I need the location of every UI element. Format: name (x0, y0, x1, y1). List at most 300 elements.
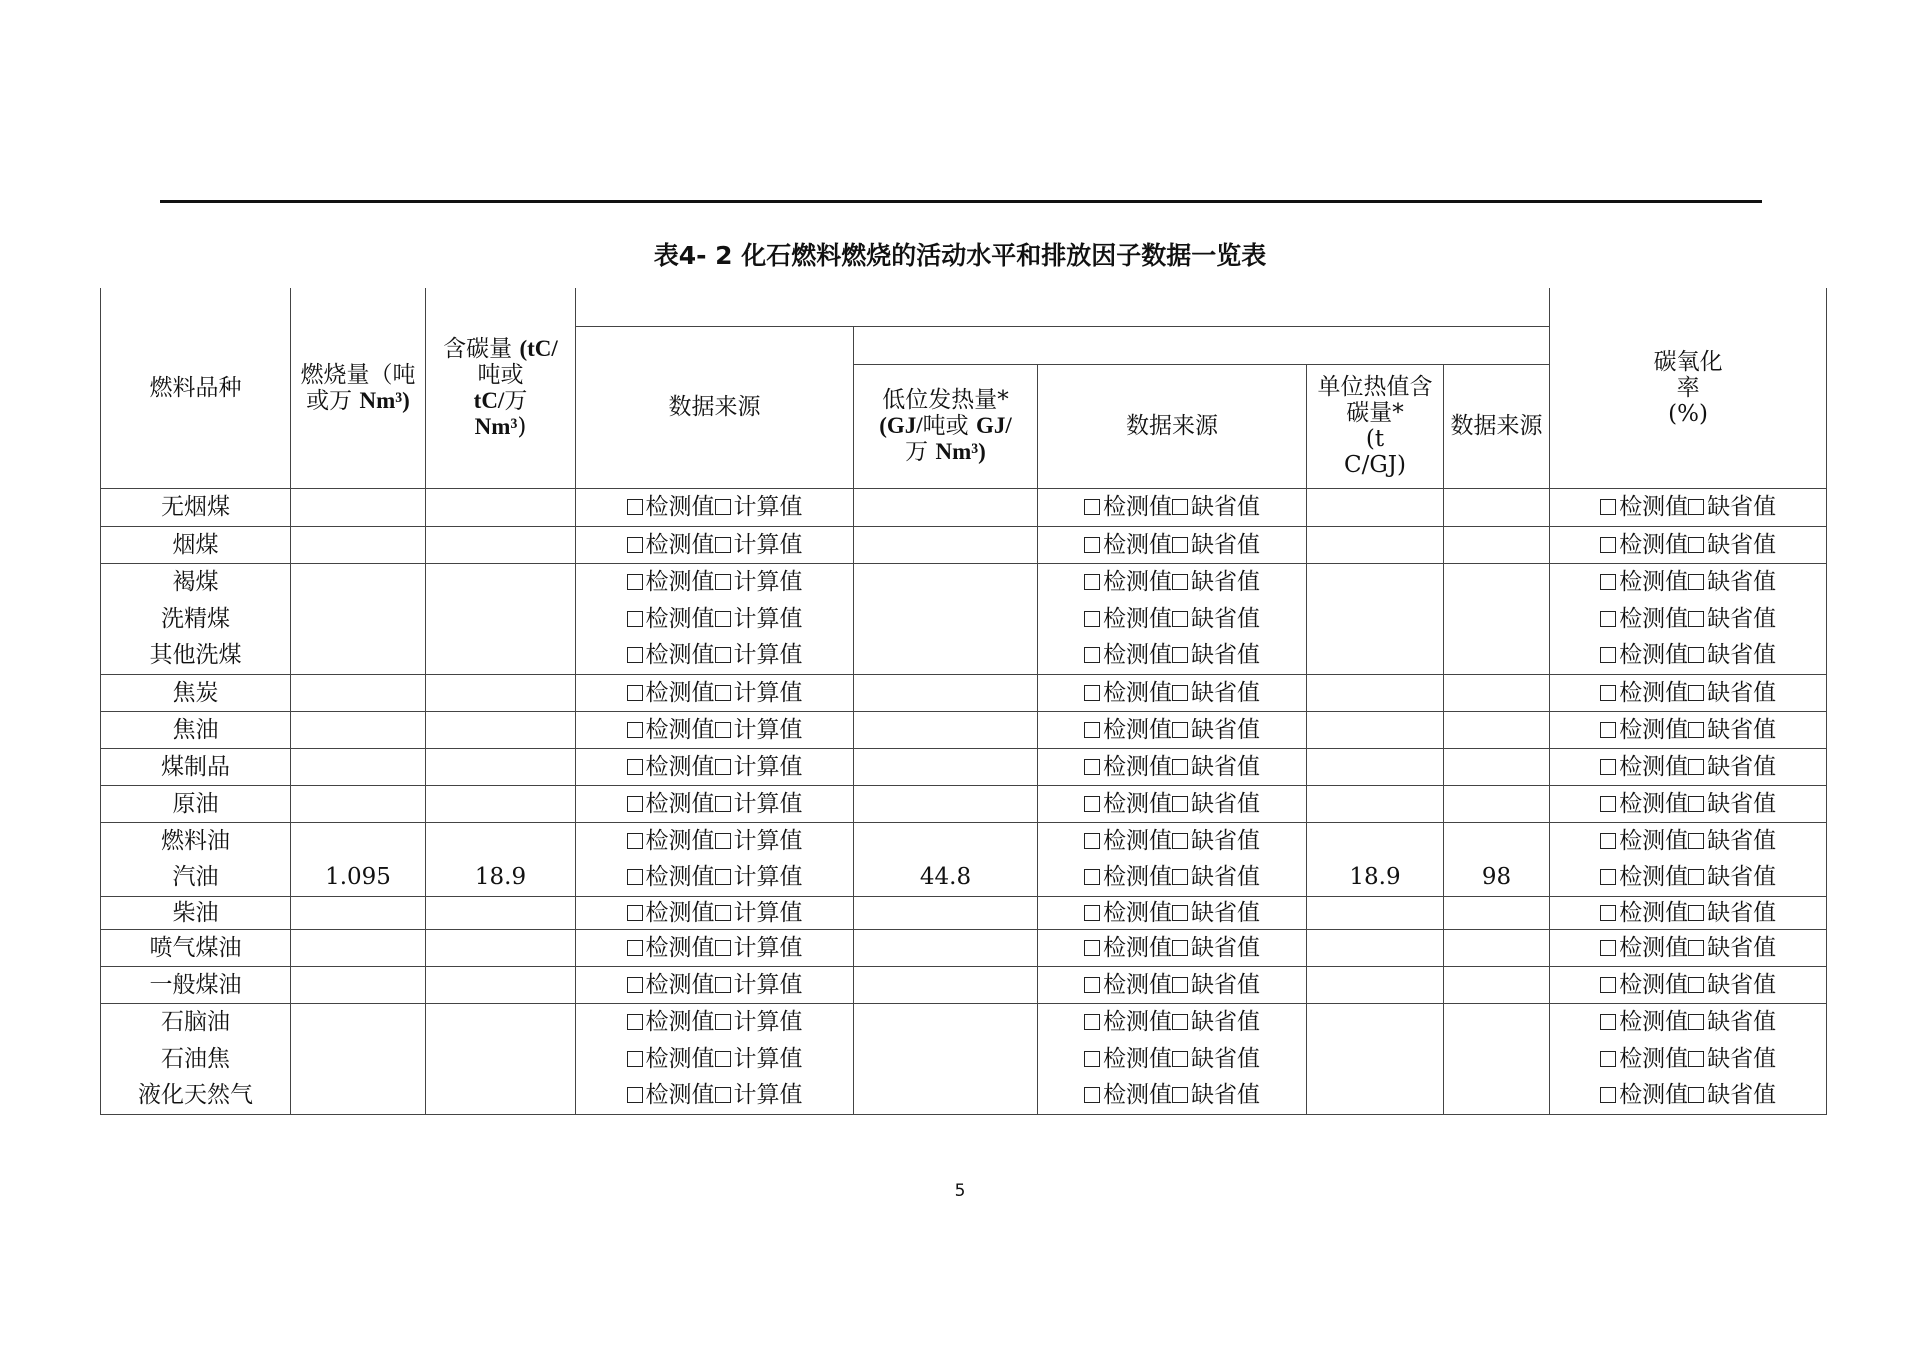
option-measured[interactable] (627, 494, 715, 520)
consumption-value (291, 785, 426, 822)
option-calculated[interactable] (715, 1009, 803, 1035)
checkbox-icon[interactable] (1172, 977, 1188, 993)
option-label: 缺省值 (1191, 934, 1260, 961)
fuel-combustion-table (100, 288, 1827, 1115)
checkbox-icon[interactable] (1172, 940, 1188, 956)
checkbox-icon[interactable] (1688, 611, 1704, 627)
header-unit-carbon: 单位热值含 碳量* (t C/GJ) (1307, 364, 1444, 488)
consumption-value (291, 563, 426, 600)
option-measured[interactable] (1600, 791, 1688, 817)
data-source-cell (1550, 929, 1827, 966)
option-measured[interactable] (1084, 972, 1172, 998)
checkbox-icon[interactable] (1084, 647, 1100, 663)
checkbox-icon[interactable] (1600, 940, 1616, 956)
option-label: 计算值 (733, 934, 803, 961)
option-label: 计算值 (733, 531, 803, 558)
option-measured[interactable] (627, 569, 715, 595)
consumption-value (291, 488, 426, 526)
option-default[interactable] (1172, 1082, 1260, 1108)
option-default[interactable] (1172, 1009, 1260, 1035)
fuel-name: 褐煤 (101, 563, 291, 600)
option-measured[interactable] (627, 828, 715, 854)
carbon-content-value (426, 822, 576, 859)
checkbox-icon[interactable] (715, 759, 731, 775)
option-default[interactable] (1172, 900, 1260, 926)
checkbox-icon[interactable] (1084, 940, 1100, 956)
checkbox-icon[interactable] (1084, 905, 1100, 921)
option-calculated[interactable] (715, 1082, 803, 1108)
option-label: 检测值 (645, 753, 715, 780)
checkbox-icon[interactable] (627, 647, 643, 663)
option-measured[interactable] (1600, 532, 1688, 558)
consumption-value (291, 637, 426, 674)
checkbox-icon[interactable] (1600, 647, 1616, 663)
data-source-cell (1038, 1077, 1307, 1114)
option-calculated[interactable] (715, 935, 803, 961)
data-source-cell (576, 637, 854, 674)
checkbox-icon[interactable] (1172, 537, 1188, 553)
checkbox-icon[interactable] (1688, 796, 1704, 812)
option-measured[interactable] (1084, 1046, 1172, 1072)
checkbox-icon[interactable] (1600, 833, 1616, 849)
fuel-name: 柴油 (101, 896, 291, 929)
option-measured[interactable] (627, 642, 715, 668)
checkbox-icon[interactable] (1172, 611, 1188, 627)
checkbox-icon[interactable] (1688, 499, 1704, 515)
option-measured[interactable] (627, 532, 715, 558)
option-default[interactable] (1172, 1046, 1260, 1072)
checkbox-icon[interactable] (715, 977, 731, 993)
option-default[interactable] (1688, 569, 1776, 595)
checkbox-icon[interactable] (1600, 1014, 1616, 1030)
unit-carbon-value (1307, 822, 1444, 859)
option-measured[interactable] (1600, 900, 1688, 926)
table-row (101, 488, 1827, 526)
option-measured[interactable] (1600, 494, 1688, 520)
checkbox-icon[interactable] (715, 611, 731, 627)
option-default[interactable] (1688, 791, 1776, 817)
consumption-value (291, 748, 426, 785)
checkbox-icon[interactable] (1688, 537, 1704, 553)
carbon-content-value (426, 1003, 576, 1040)
checkbox-icon[interactable] (1172, 685, 1188, 701)
checkbox-icon[interactable] (715, 940, 731, 956)
data-source-cell (576, 711, 854, 748)
option-label: 缺省值 (1191, 827, 1260, 854)
option-calculated[interactable] (715, 569, 803, 595)
option-default[interactable] (1172, 754, 1260, 780)
option-label: 缺省值 (1191, 642, 1260, 669)
option-label: 检测值 (645, 827, 715, 854)
checkbox-icon[interactable] (1600, 722, 1616, 738)
checkbox-icon[interactable] (1172, 1014, 1188, 1030)
option-measured[interactable] (627, 1082, 715, 1108)
option-measured[interactable] (1600, 569, 1688, 595)
option-measured[interactable] (1084, 532, 1172, 558)
option-label: 缺省值 (1707, 1045, 1777, 1072)
option-default[interactable] (1688, 864, 1776, 890)
option-measured[interactable] (1084, 494, 1172, 520)
option-measured[interactable] (1084, 791, 1172, 817)
data-source-cell (1550, 526, 1827, 563)
option-calculated[interactable] (715, 494, 803, 520)
option-measured[interactable] (627, 754, 715, 780)
option-label: 检测值 (645, 790, 715, 817)
option-measured[interactable] (1600, 1009, 1688, 1035)
data-source-cell (1550, 785, 1827, 822)
data-source-cell (1038, 711, 1307, 748)
checkbox-icon[interactable] (715, 1087, 731, 1103)
option-label: 检测值 (645, 605, 715, 632)
option-measured[interactable] (1084, 642, 1172, 668)
unit-carbon-value (1307, 929, 1444, 966)
option-default[interactable] (1172, 864, 1260, 890)
checkbox-icon[interactable] (1172, 905, 1188, 921)
option-measured[interactable] (1084, 828, 1172, 854)
checkbox-icon[interactable] (1172, 1087, 1188, 1103)
option-measured[interactable] (1084, 680, 1172, 706)
option-measured[interactable] (1084, 935, 1172, 961)
consumption-value (291, 822, 426, 859)
oxidation-rate-value (1444, 785, 1550, 822)
checkbox-icon[interactable] (627, 759, 643, 775)
checkbox-icon[interactable] (715, 1051, 731, 1067)
option-default[interactable] (1172, 680, 1260, 706)
option-measured[interactable] (627, 864, 715, 890)
checkbox-icon[interactable] (715, 833, 731, 849)
option-default[interactable] (1688, 606, 1776, 632)
checkbox-icon[interactable] (715, 796, 731, 812)
option-calculated[interactable] (715, 717, 803, 743)
option-label: 缺省值 (1707, 605, 1777, 632)
checkbox-icon[interactable] (1172, 759, 1188, 775)
option-label: 缺省值 (1191, 753, 1260, 780)
checkbox-icon[interactable] (627, 537, 643, 553)
checkbox-icon[interactable] (715, 647, 731, 663)
checkbox-icon[interactable] (627, 796, 643, 812)
option-default[interactable] (1688, 680, 1776, 706)
option-default[interactable] (1172, 642, 1260, 668)
option-measured[interactable] (1084, 864, 1172, 890)
carbon-content-value (426, 748, 576, 785)
option-label: 检测值 (1619, 568, 1689, 595)
option-default[interactable] (1172, 791, 1260, 817)
checkbox-icon[interactable] (715, 905, 731, 921)
option-default[interactable] (1688, 972, 1776, 998)
option-measured[interactable] (1084, 717, 1172, 743)
option-label: 检测值 (1103, 934, 1172, 961)
option-default[interactable] (1172, 532, 1260, 558)
checkbox-icon[interactable] (627, 722, 643, 738)
unit-carbon-value (1307, 896, 1444, 929)
ncv-value (854, 600, 1038, 637)
checkbox-icon[interactable] (1688, 1014, 1704, 1030)
ncv-value (854, 1077, 1038, 1114)
option-label: 缺省值 (1191, 1045, 1260, 1072)
table-row (101, 966, 1827, 1003)
checkbox-icon[interactable] (1600, 574, 1616, 590)
checkbox-icon[interactable] (627, 977, 643, 993)
option-default[interactable] (1688, 642, 1776, 668)
fuel-name: 汽油 (101, 859, 291, 896)
option-label: 检测值 (1103, 679, 1172, 706)
option-label: 缺省值 (1707, 568, 1777, 595)
checkbox-icon[interactable] (1172, 722, 1188, 738)
data-source-cell (1550, 600, 1827, 637)
option-default[interactable] (1688, 494, 1776, 520)
option-calculated[interactable] (715, 754, 803, 780)
oxidation-rate-value (1444, 822, 1550, 859)
fuel-name: 洗精煤 (101, 600, 291, 637)
checkbox-icon[interactable] (1084, 796, 1100, 812)
checkbox-icon[interactable] (1172, 796, 1188, 812)
checkbox-icon[interactable] (1172, 499, 1188, 515)
option-default[interactable] (1688, 900, 1776, 926)
option-default[interactable] (1172, 717, 1260, 743)
option-calculated[interactable] (715, 972, 803, 998)
checkbox-icon[interactable] (1600, 759, 1616, 775)
checkbox-icon[interactable] (1688, 977, 1704, 993)
option-measured[interactable] (627, 972, 715, 998)
option-label: 检测值 (1103, 605, 1172, 632)
checkbox-icon[interactable] (627, 685, 643, 701)
option-label: 缺省值 (1191, 790, 1260, 817)
option-measured[interactable] (1084, 569, 1172, 595)
option-measured[interactable] (627, 900, 715, 926)
option-calculated[interactable] (715, 900, 803, 926)
checkbox-icon[interactable] (1688, 1051, 1704, 1067)
option-measured[interactable] (627, 1046, 715, 1072)
carbon-content-value (426, 1040, 576, 1077)
checkbox-icon[interactable] (1172, 574, 1188, 590)
option-label: 检测值 (1619, 1045, 1689, 1072)
option-measured[interactable] (1084, 1082, 1172, 1108)
option-measured[interactable] (1084, 606, 1172, 632)
checkbox-icon[interactable] (715, 869, 731, 885)
data-source-cell (1038, 748, 1307, 785)
option-label: 检测值 (1619, 494, 1689, 520)
option-label: 检测值 (1103, 1045, 1172, 1072)
data-source-cell (1038, 488, 1307, 526)
checkbox-icon[interactable] (715, 1014, 731, 1030)
checkbox-icon[interactable] (1600, 977, 1616, 993)
option-measured[interactable] (1600, 754, 1688, 780)
option-label: 检测值 (645, 934, 715, 961)
option-default[interactable] (1688, 828, 1776, 854)
option-label: 检测值 (645, 1008, 715, 1035)
ncv-value: 44.8 (854, 859, 1038, 896)
checkbox-icon[interactable] (1688, 905, 1704, 921)
checkbox-icon[interactable] (627, 833, 643, 849)
data-source-cell (1038, 1040, 1307, 1077)
option-label: 缺省值 (1191, 1082, 1260, 1109)
checkbox-icon[interactable] (1084, 1087, 1100, 1103)
checkbox-icon[interactable] (1084, 499, 1100, 515)
checkbox-icon[interactable] (627, 1087, 643, 1103)
option-default[interactable] (1172, 972, 1260, 998)
option-measured[interactable] (1600, 972, 1688, 998)
checkbox-icon[interactable] (1084, 869, 1100, 885)
checkbox-icon[interactable] (1084, 833, 1100, 849)
option-default[interactable] (1172, 935, 1260, 961)
ncv-value (854, 563, 1038, 600)
checkbox-icon[interactable] (1084, 611, 1100, 627)
checkbox-icon[interactable] (1600, 796, 1616, 812)
checkbox-icon[interactable] (1600, 905, 1616, 921)
checkbox-icon[interactable] (1084, 759, 1100, 775)
checkbox-icon[interactable] (1172, 833, 1188, 849)
checkbox-icon[interactable] (715, 685, 731, 701)
checkbox-icon[interactable] (1084, 574, 1100, 590)
option-label: 计算值 (733, 864, 803, 891)
checkbox-icon[interactable] (1600, 537, 1616, 553)
checkbox-icon[interactable] (1084, 685, 1100, 701)
checkbox-icon[interactable] (627, 940, 643, 956)
option-default[interactable] (1688, 1082, 1776, 1108)
checkbox-icon[interactable] (1688, 722, 1704, 738)
unit-carbon-value: 18.9 (1307, 859, 1444, 896)
option-measured[interactable] (627, 1009, 715, 1035)
checkbox-icon[interactable] (1084, 977, 1100, 993)
option-measured[interactable] (1600, 680, 1688, 706)
checkbox-icon[interactable] (627, 905, 643, 921)
option-measured[interactable] (1600, 864, 1688, 890)
option-measured[interactable] (1600, 935, 1688, 961)
option-measured[interactable] (627, 680, 715, 706)
checkbox-icon[interactable] (1688, 685, 1704, 701)
option-measured[interactable] (1600, 642, 1688, 668)
option-default[interactable] (1688, 532, 1776, 558)
consumption-value (291, 896, 426, 929)
checkbox-icon[interactable] (627, 574, 643, 590)
option-calculated[interactable] (715, 828, 803, 854)
option-calculated[interactable] (715, 791, 803, 817)
checkbox-icon[interactable] (1600, 869, 1616, 885)
option-label: 检测值 (1103, 531, 1172, 558)
option-label: 缺省值 (1191, 531, 1260, 558)
option-default[interactable] (1688, 754, 1776, 780)
checkbox-icon[interactable] (1688, 759, 1704, 775)
checkbox-icon[interactable] (1688, 869, 1704, 885)
option-measured[interactable] (1600, 606, 1688, 632)
checkbox-icon[interactable] (1600, 1087, 1616, 1103)
option-label: 缺省值 (1707, 790, 1777, 817)
checkbox-icon[interactable] (1172, 869, 1188, 885)
checkbox-icon[interactable] (1172, 1051, 1188, 1067)
checkbox-icon[interactable] (627, 1051, 643, 1067)
option-label: 计算值 (733, 679, 803, 706)
checkbox-icon[interactable] (627, 869, 643, 885)
option-calculated[interactable] (715, 642, 803, 668)
carbon-content-value (426, 637, 576, 674)
checkbox-icon[interactable] (1084, 1051, 1100, 1067)
option-calculated[interactable] (715, 606, 803, 632)
checkbox-icon[interactable] (1600, 1051, 1616, 1067)
option-default[interactable] (1172, 828, 1260, 854)
checkbox-icon[interactable] (1084, 722, 1100, 738)
checkbox-icon[interactable] (1688, 833, 1704, 849)
option-default[interactable] (1172, 569, 1260, 595)
header-consumption: 燃烧量（吨 或万 Nm³) (291, 288, 426, 488)
unit-carbon-value (1307, 637, 1444, 674)
option-measured[interactable] (1084, 754, 1172, 780)
option-default[interactable] (1688, 717, 1776, 743)
option-label: 检测值 (645, 971, 715, 998)
ncv-value (854, 929, 1038, 966)
carbon-content-value: 18.9 (426, 859, 576, 896)
option-default[interactable] (1172, 494, 1260, 520)
checkbox-icon[interactable] (1600, 499, 1616, 515)
checkbox-icon[interactable] (715, 499, 731, 515)
checkbox-icon[interactable] (627, 1014, 643, 1030)
option-label: 缺省值 (1191, 605, 1260, 632)
option-label: 缺省值 (1191, 864, 1260, 891)
data-source-cell (1038, 785, 1307, 822)
option-measured[interactable] (1084, 900, 1172, 926)
option-measured[interactable] (1600, 717, 1688, 743)
oxidation-rate-value (1444, 896, 1550, 929)
checkbox-icon[interactable] (1172, 647, 1188, 663)
option-measured[interactable] (627, 606, 715, 632)
option-measured[interactable] (1600, 1046, 1688, 1072)
fuel-name: 焦炭 (101, 674, 291, 711)
data-source-cell (576, 1003, 854, 1040)
option-measured[interactable] (1600, 828, 1688, 854)
option-measured[interactable] (1084, 1009, 1172, 1035)
option-default[interactable] (1688, 935, 1776, 961)
option-measured[interactable] (627, 935, 715, 961)
option-default[interactable] (1688, 1046, 1776, 1072)
checkbox-icon[interactable] (1688, 574, 1704, 590)
consumption-value (291, 929, 426, 966)
checkbox-icon[interactable] (1600, 611, 1616, 627)
checkbox-icon[interactable] (1084, 537, 1100, 553)
table-row (101, 929, 1827, 966)
checkbox-icon[interactable] (1600, 685, 1616, 701)
data-source-cell (576, 859, 854, 896)
data-source-cell (1550, 488, 1827, 526)
checkbox-icon[interactable] (1084, 1014, 1100, 1030)
checkbox-icon[interactable] (627, 499, 643, 515)
unit-carbon-value (1307, 711, 1444, 748)
option-label: 检测值 (645, 679, 715, 706)
checkbox-icon[interactable] (715, 537, 731, 553)
table-row (101, 822, 1827, 859)
checkbox-icon[interactable] (1688, 1087, 1704, 1103)
fuel-name: 石油焦 (101, 1040, 291, 1077)
data-source-cell (1550, 1077, 1827, 1114)
checkbox-icon[interactable] (715, 574, 731, 590)
option-calculated[interactable] (715, 532, 803, 558)
checkbox-icon[interactable] (627, 611, 643, 627)
option-calculated[interactable] (715, 864, 803, 890)
checkbox-icon[interactable] (715, 722, 731, 738)
option-measured[interactable] (627, 791, 715, 817)
option-calculated[interactable] (715, 1046, 803, 1072)
option-label: 检测值 (645, 899, 715, 926)
checkbox-icon[interactable] (1688, 940, 1704, 956)
option-default[interactable] (1688, 1009, 1776, 1035)
option-measured[interactable] (627, 717, 715, 743)
unit-carbon-value (1307, 1077, 1444, 1114)
oxidation-rate-value (1444, 1077, 1550, 1114)
checkbox-icon[interactable] (1688, 647, 1704, 663)
option-measured[interactable] (1600, 1082, 1688, 1108)
data-source-cell (576, 674, 854, 711)
option-calculated[interactable] (715, 680, 803, 706)
option-default[interactable] (1172, 606, 1260, 632)
consumption-value (291, 674, 426, 711)
